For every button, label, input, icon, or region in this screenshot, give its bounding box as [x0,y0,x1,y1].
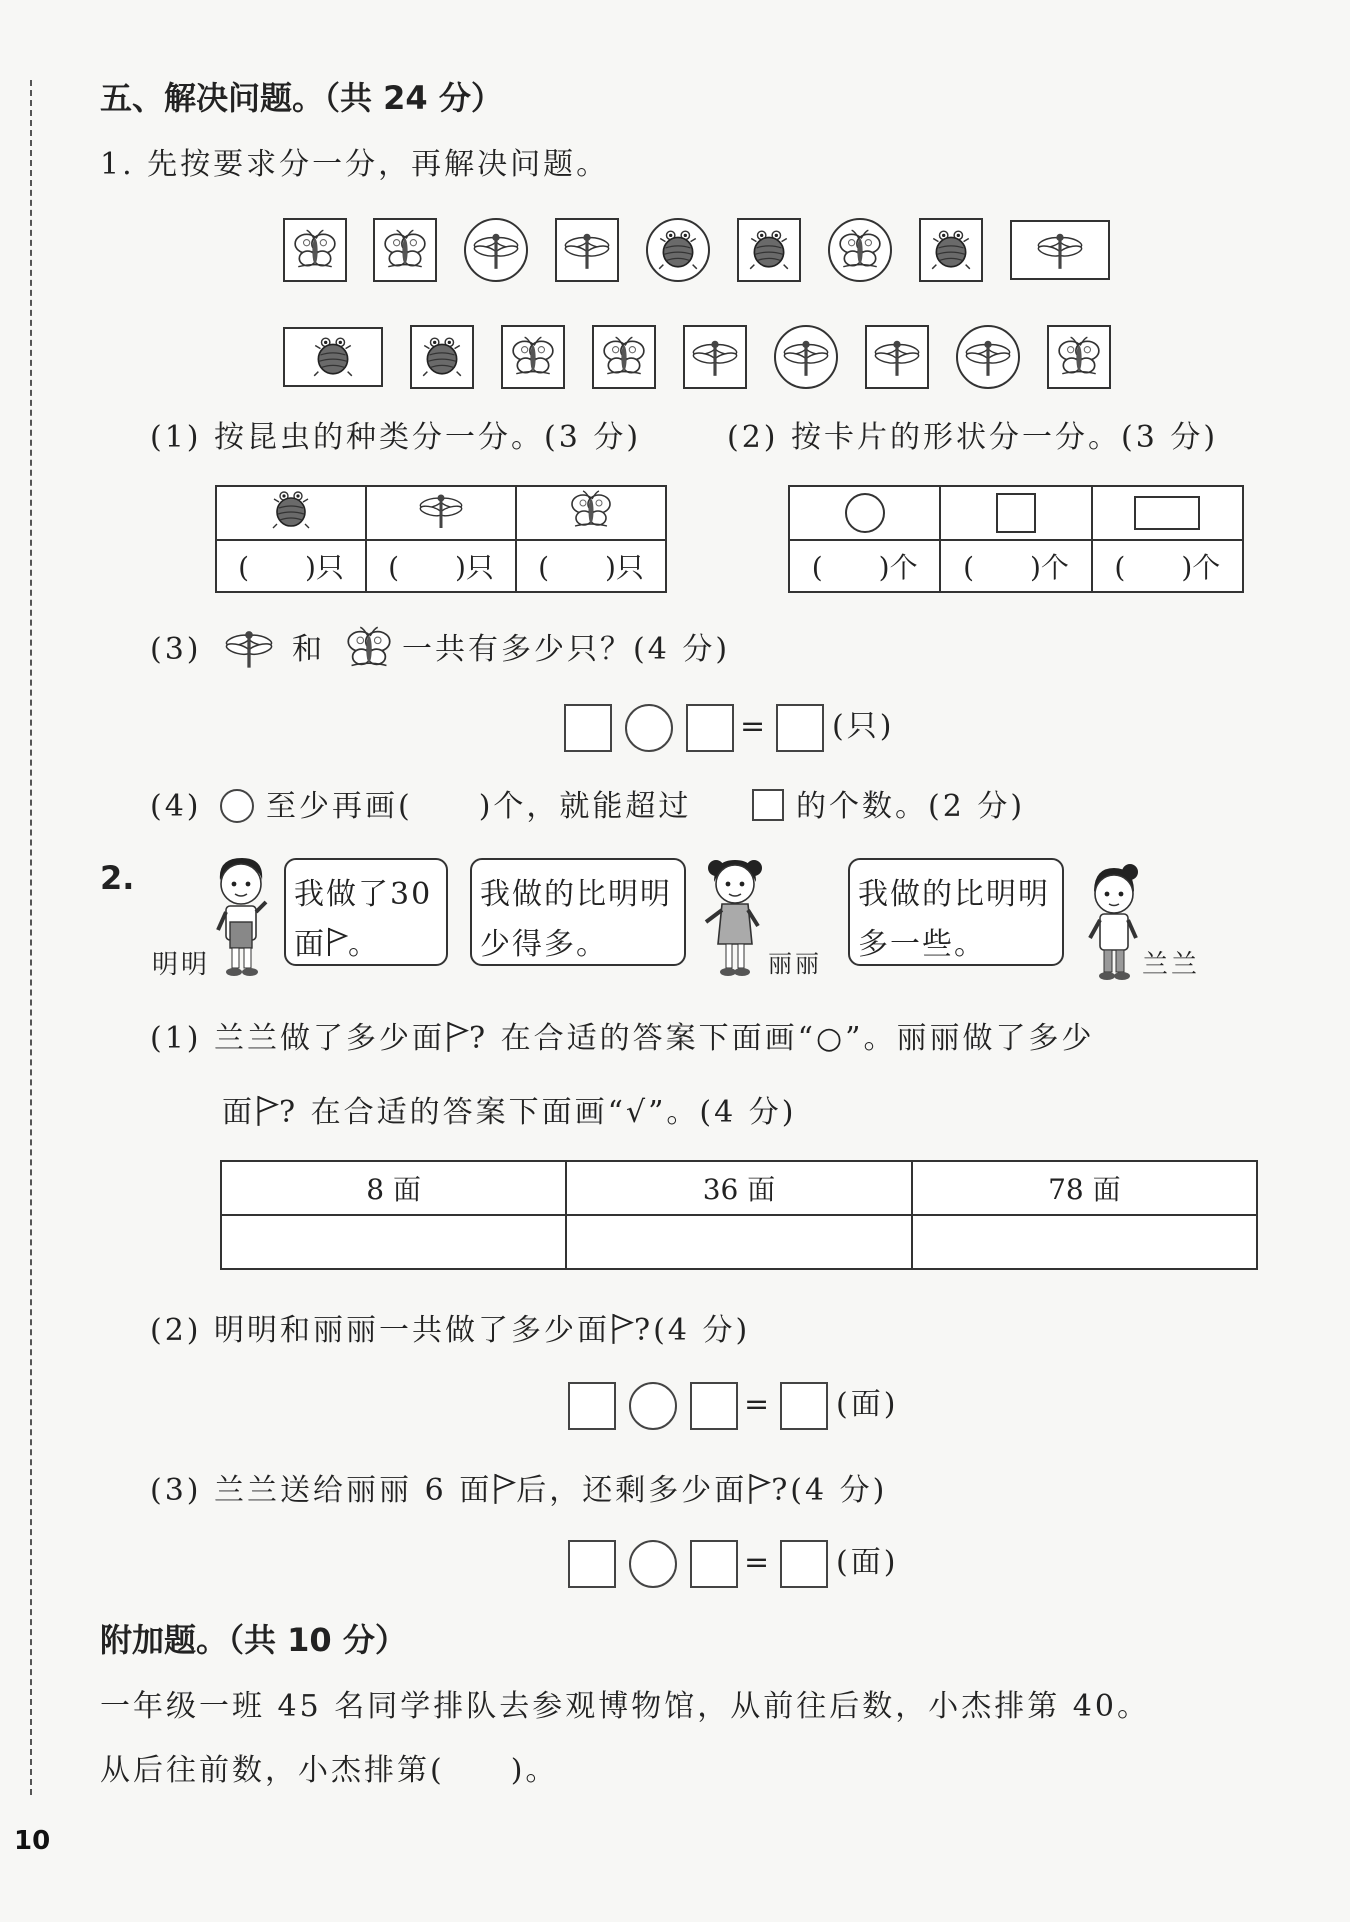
bonus-title: 附加题。（共 10 分） [100,1621,407,1659]
dragonfly-icon [473,227,519,273]
equals-sign: = [744,1545,773,1580]
lanlan-name-label: 兰兰 [1142,950,1201,980]
q1-part3-and: 和 [292,632,325,667]
operand-box[interactable] [686,704,734,752]
operand-box[interactable] [564,704,612,752]
butterfly-icon [340,624,398,672]
square-butterfly-card [592,325,656,389]
operator-circle[interactable] [629,1382,677,1430]
boy-mingming-illustration [208,852,274,978]
insect-count-table [215,485,667,593]
dragonfly-icon [783,334,829,380]
rectangle-header-cell [1092,486,1243,540]
flag-icon [747,1472,771,1506]
operand-box[interactable] [690,1540,738,1588]
square-butterfly-card [1047,325,1111,389]
circle-dragonfly-card [774,325,838,389]
prompt-text: (1) 兰兰做了多少面 [150,1021,446,1056]
dragonfly-icon [1037,227,1083,273]
option-36: 36 面 [566,1161,911,1215]
unit-label: (面) [836,1545,899,1580]
lanlan-speech-bubble [848,858,1064,966]
q1-part3-label: (3) [150,632,202,667]
butterfly-icon [382,227,428,273]
butterfly-icon [510,334,556,380]
beetle-icon [269,488,313,532]
flag-icon [492,1472,516,1506]
margin-dashed-line [30,80,32,1795]
butterfly-count-blank[interactable]: ( )只 [516,540,666,592]
beetle-icon [928,227,974,273]
girl-lanlan-illustration [1082,862,1146,982]
dragonfly-icon [965,334,1011,380]
mark-cell-78[interactable] [912,1215,1257,1269]
dragonfly-count-blank[interactable]: ( )只 [366,540,516,592]
question-2-number: 2. [100,859,135,897]
square-butterfly-card [283,218,347,282]
mingming-speech-bubble [284,858,448,966]
operator-circle[interactable] [625,704,673,752]
prompt-text: ? 在合适的答案下面画“○”。丽丽做了多少 [469,1021,1095,1056]
q1-part1-prompt: (1) 按昆虫的种类分一分。(3 分) [150,420,642,455]
square-dragonfly-card [683,325,747,389]
bubble-line: 多一些。 [858,927,986,962]
butterfly-icon [1056,334,1102,380]
dragonfly-header-cell [366,486,516,540]
equals-sign: = [740,709,769,744]
bubble-line [294,920,438,970]
rectangle-count-blank[interactable]: ( )个 [1092,540,1243,592]
square-header-cell [940,486,1091,540]
circle-shape-icon [220,789,254,823]
beetle-count-blank[interactable]: ( )只 [216,540,366,592]
prompt-text: 面 [222,1095,255,1130]
bubble-text: 面 [294,927,326,962]
option-8: 8 面 [221,1161,566,1215]
operand-box[interactable] [568,1540,616,1588]
lili-speech-bubble [470,858,686,966]
prompt-text: ?(4 分) [771,1473,888,1508]
flag-icon [610,1312,634,1346]
butterfly-icon [601,334,647,380]
dragonfly-icon [564,227,610,273]
rectangle-shape-icon [1134,496,1200,530]
bubble-text: 。 [348,927,380,962]
beetle-header-cell [216,486,366,540]
dragonfly-icon [416,488,466,532]
dragonfly-icon [874,334,920,380]
square-dragonfly-card [555,218,619,282]
dragonfly-icon [218,624,280,672]
square-dragonfly-card [865,325,929,389]
mingming-name-label: 明明 [152,950,211,980]
prompt-text: ? 在合适的答案下面画“√”。(4 分) [279,1095,797,1130]
square-count-blank[interactable]: ( )个 [940,540,1091,592]
bubble-line: 我做了30 [294,877,433,912]
square-beetle-card [919,218,983,282]
equals-sign: = [744,1387,773,1422]
circle-shape-icon [845,493,885,533]
q2-part2-prompt [150,1312,750,1346]
butterfly-icon [837,227,883,273]
square-shape-icon [996,493,1036,533]
q1-part2-prompt: (2) 按卡片的形状分一分。(3 分) [727,420,1219,455]
q1-part4-prompt-end: 的个数。(2 分) [796,789,1026,824]
square-shape-icon [752,789,784,821]
q2-part1-prompt [150,1020,1095,1054]
q1-part3-prompt: 一共有多少只？(4 分) [402,632,731,667]
prompt-text: 后，还剩多少面 [516,1473,748,1508]
shape-count-table [788,485,1244,593]
flag-icon [326,926,348,958]
q1-part4-label: (4) [150,789,202,824]
question-1-title: 1. 先按要求分一分，再解决问题。 [100,147,610,182]
flag-icon [255,1094,279,1128]
circle-header-cell [789,486,940,540]
operand-box[interactable] [690,1382,738,1430]
bonus-question-line-2[interactable]: 从后往前数，小杰排第( )。 [100,1753,559,1788]
result-box[interactable] [776,704,824,752]
bubble-line: 少得多。 [480,927,608,962]
beetle-icon [746,227,792,273]
dragonfly-icon [692,334,738,380]
beetle-icon [419,334,465,380]
unit-label: (只) [832,709,895,744]
bubble-line: 我做的比明明 [858,877,1050,912]
butterfly-icon [566,488,616,532]
circle-dragonfly-card [956,325,1020,389]
q1-part4-prompt[interactable]: 至少再画( )个，就能超过 [266,789,692,824]
circle-butterfly-card [828,218,892,282]
option-78: 78 面 [912,1161,1257,1215]
operand-box[interactable] [568,1382,616,1430]
beetle-icon [310,334,356,380]
square-butterfly-card [501,325,565,389]
operator-circle[interactable] [629,1540,677,1588]
prompt-text: (3) 兰兰送给丽丽 6 面 [150,1473,493,1508]
beetle-icon [655,227,701,273]
rect-dragonfly-card [1010,220,1110,280]
square-beetle-card [737,218,801,282]
unit-label: (面) [836,1387,899,1422]
result-box[interactable] [780,1382,828,1430]
flag-icon [445,1020,469,1054]
circle-beetle-card [646,218,710,282]
girl-lili-illustration [700,852,770,978]
answer-choice-table [220,1160,1258,1270]
section-title: 五、解决问题。（共 24 分） [100,79,503,117]
q2-part1-prompt-cont [222,1094,796,1128]
prompt-text: (2) 明明和丽丽一共做了多少面 [150,1313,611,1348]
page-number: 10 [14,1826,51,1856]
circle-dragonfly-card [464,218,528,282]
mark-cell-8[interactable] [221,1215,566,1269]
lili-name-label: 丽丽 [768,950,822,978]
bonus-question-line-1: 一年级一班 45 名同学排队去参观博物馆，从前往后数，小杰排第 40。 [100,1689,1150,1724]
q2-part3-prompt [150,1472,887,1506]
result-box[interactable] [780,1540,828,1588]
square-beetle-card [410,325,474,389]
square-butterfly-card [373,218,437,282]
circle-count-blank[interactable]: ( )个 [789,540,940,592]
butterfly-header-cell [516,486,666,540]
mark-cell-36[interactable] [566,1215,911,1269]
prompt-text: ?(4 分) [634,1313,751,1348]
rect-beetle-card [283,327,383,387]
butterfly-icon [292,227,338,273]
bubble-line: 我做的比明明 [480,877,672,912]
